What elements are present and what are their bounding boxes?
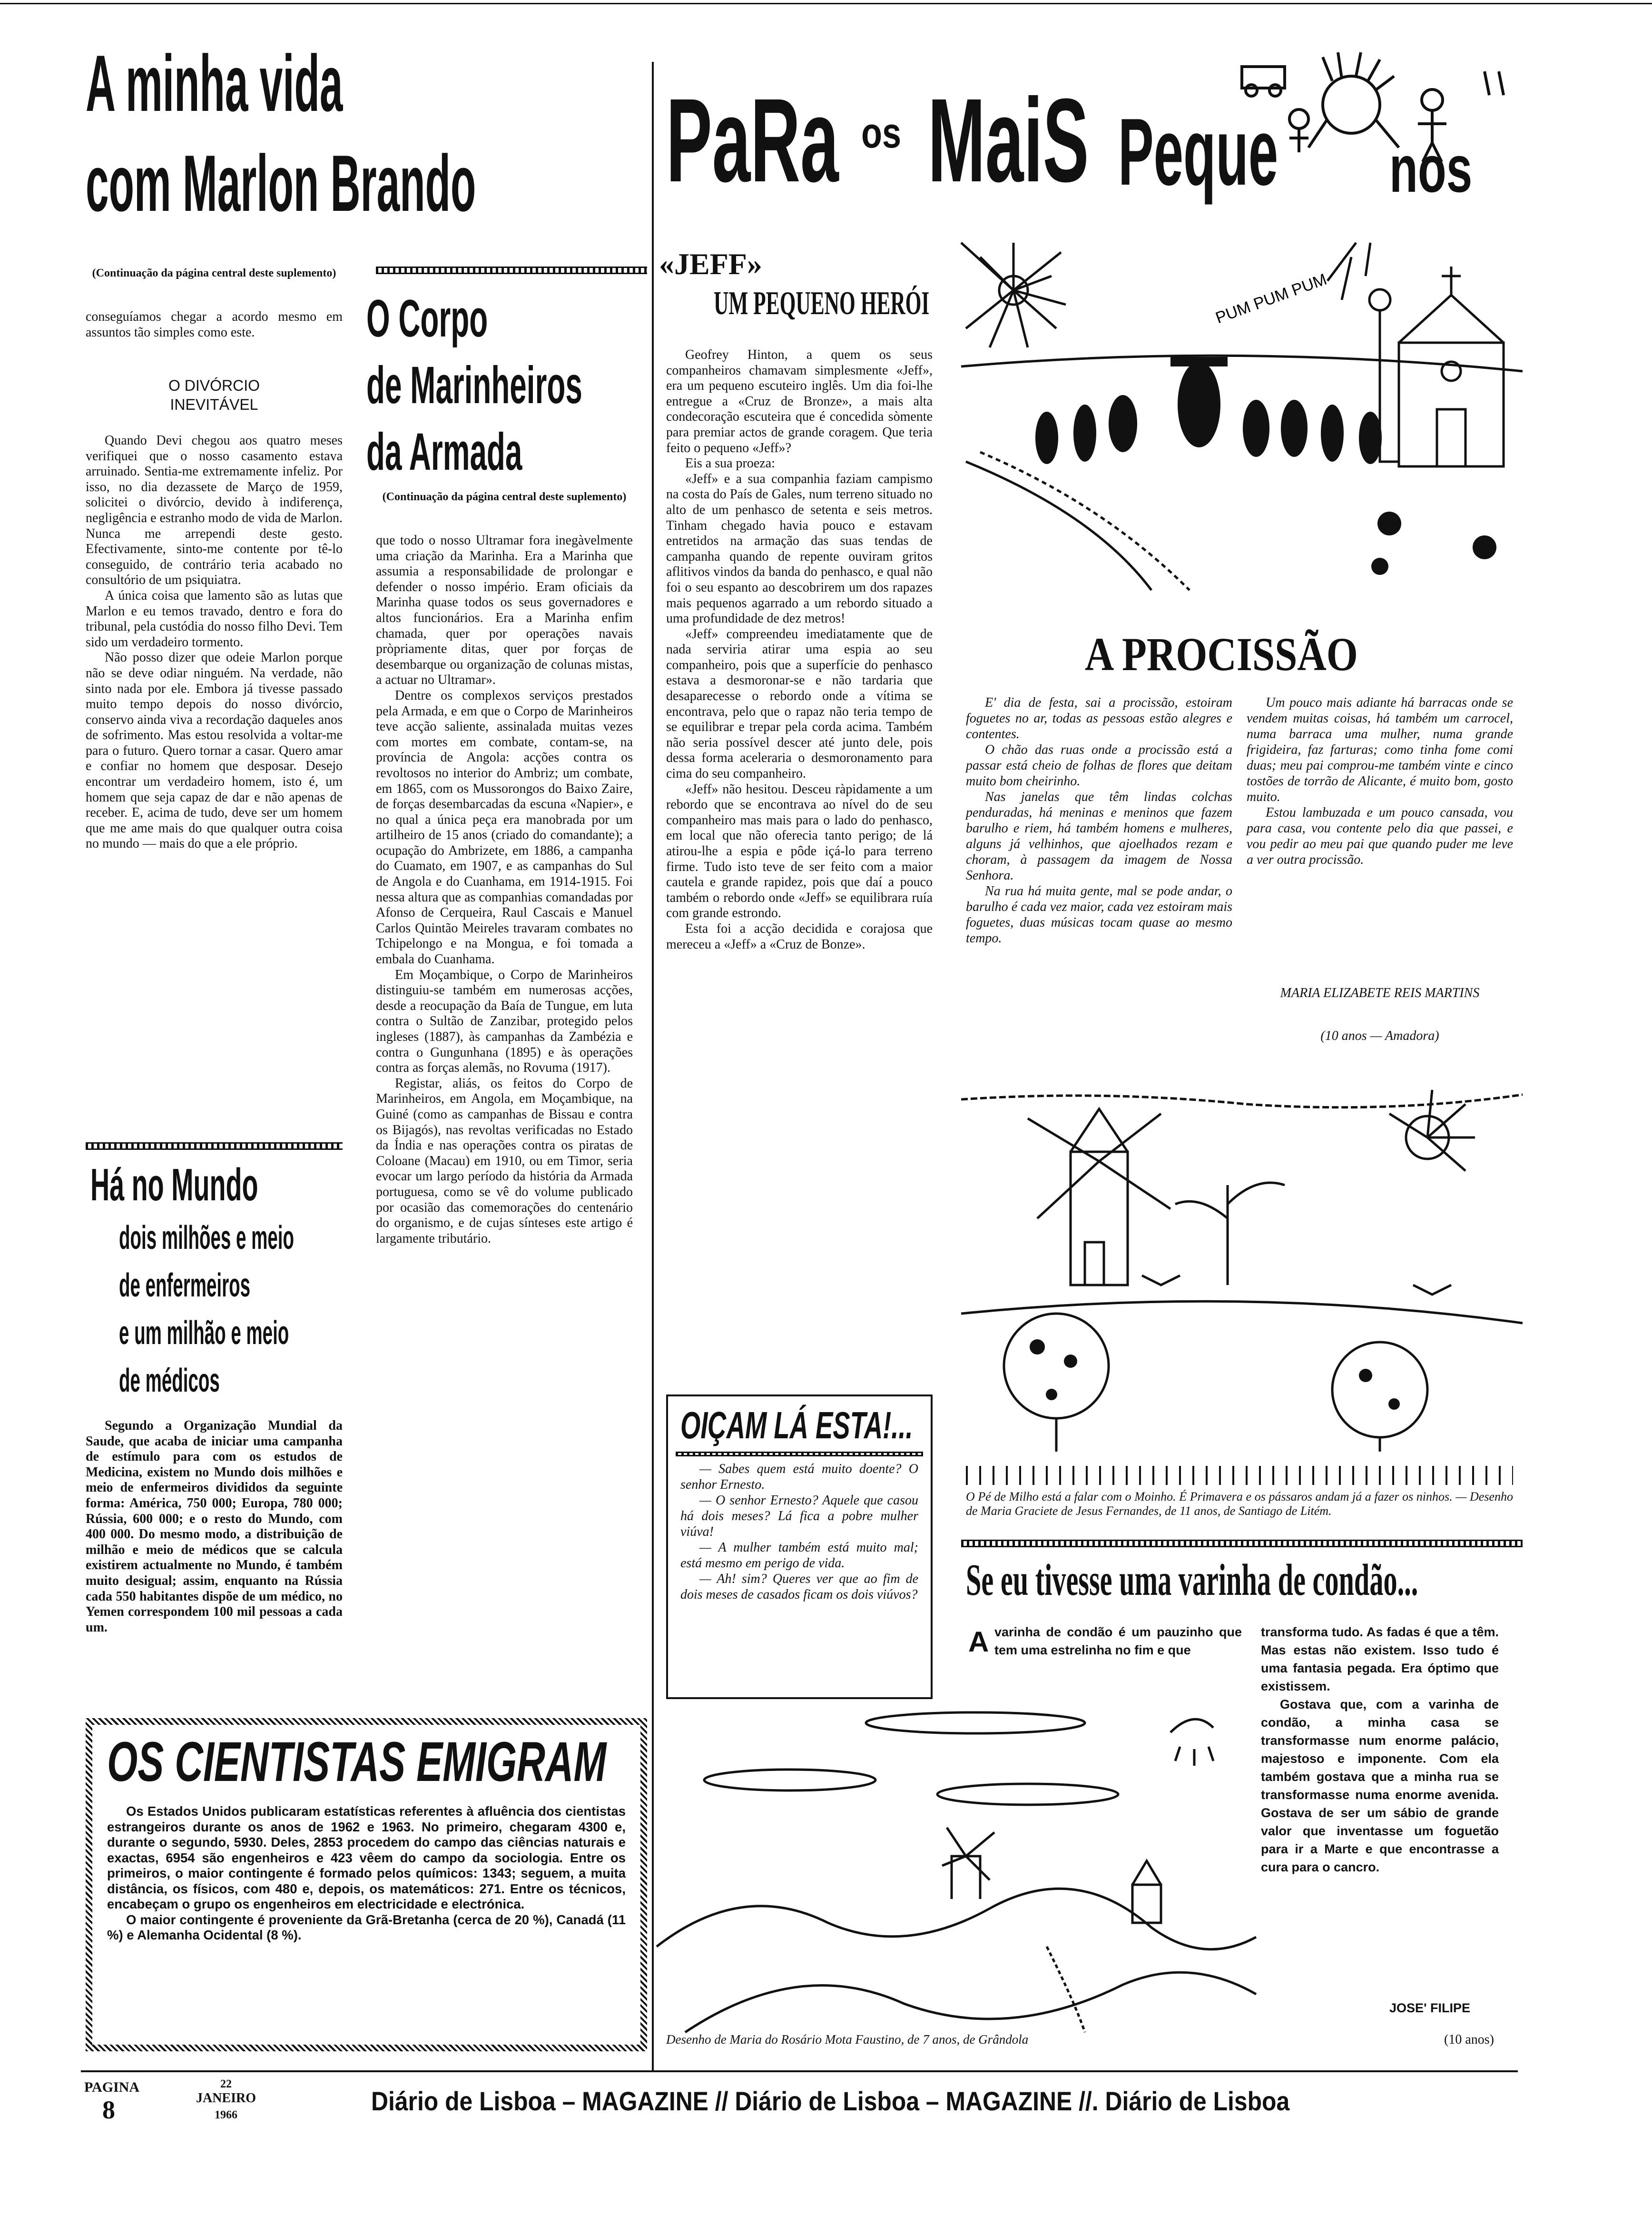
- marinheiros-paragraph: Registar, aliás, os feitos do Corpo de Marinheiros, em Angola, em Moçambique, na Guiné (como as campanhas de Bissau e contra os Bijagós), nas revoltas verificadas no Estado da Índia e nas operações contra os piratas de Coloane (Macau) em 1910, ou em Timor, seria evocar um largo período da história da Armada portuguesa, como se vê do volume publicado por ocasião das comemorações do centenário do organismo, e de cujas sínteses este artigo é largamente tributário.: [376, 1076, 633, 1246]
- procissao-paragraph: Na rua há muita gente, mal se pode andar, o barulho é cada vez maior, cada vez estoiram mais foguetes, duas músicas tocam quase ao mesmo tempo.: [966, 884, 1232, 946]
- milho-caption: O Pé de Milho está a falar com o Moinho. É Primavera e os pássaros andam já a fazer os ninhos. — Desenho de Maria Graciete de Jesus Fernandes, de 11 anos, de Santiago de Litém.: [966, 1490, 1513, 1518]
- procissao-title: A PROCISSÃO: [1085, 628, 1358, 681]
- jeff-paragraph: «Jeff» e a sua companhia faziam campismo na costa do País de Gales, num terreno situado no alto de um penhasco de setenta e seis metros. Tinham chegado havia pouco e estavam entretidos na armação das suas tendas de campanha quando de repente ouviram gritos aflitivos vindos da banda do penhasco, e qual não foi o seu espanto ao descobrirem um dos rapazes mais pequenos agarrado a um rebordo situado a uma profundidade de dez metros!: [666, 471, 933, 626]
- divider-chain: [961, 1540, 1523, 1547]
- marlon-body: [86, 433, 343, 852]
- cientistas-body: [107, 1804, 626, 1943]
- procissao-paragraph: Nas janelas que têm lindas colchas penduradas, há meninas e meninos que fazem barulho e riem, há também homens e mulheres, alguns já velhinhos, que ajoelhados rezam e choram, à passagem da imagem de Nossa Senhora.: [966, 790, 1232, 883]
- procession-sound-text: PUM PUM PUM: [1213, 270, 1329, 327]
- procissao-paragraph: E' dia de festa, sai a procissão, estoiram foguetes no ar, todas as pessoas estão alegres e contentes.: [966, 695, 1232, 742]
- footer-masthead: Diário de Lisboa – MAGAZINE // Diário de Lisboa – MAGAZINE //. Diário de Lisboa: [371, 2086, 1290, 2116]
- procissao-left: [966, 695, 1232, 946]
- jeff-paragraph: Esta foi a acção decidida e corajosa que mereceu a «Jeff» a «Cruz de Bonze».: [666, 921, 933, 952]
- top-rule: [0, 3, 1652, 4]
- varinha-paragraph: Gostava que, com a varinha de condão, a minha casa se transformasse num enorme palácio, majestoso e imponente. Com ela também gostava que a minha rua se transformasse numa enorme avenida. Gostava de ser um sábio de grande valor que inventasse um foguetão para ir a Marte e que encontrasse a cura para o cancro.: [1261, 1697, 1499, 1874]
- marlon-paragraph: A única coisa que lamento são as lutas que Marlon e eu temos travado, dentro e fora do tribunal, pela custódia do nosso filho Devi. Tem sido um verdadeiro tormento.: [86, 588, 343, 650]
- jeff-paragraph: Geofrey Hinton, a quem os seus companheiros chamavam simplesmente «Jeff», era um pequeno escuteiro inglês. Um dia foi-lhe entregue a «Cruz de Bronze», a mais alta condecoração escuteira que é concedida sòmente para premiar actos de grande coragem. Que teria feito o pequeno «Jeff»?: [666, 347, 933, 455]
- footer-page-number: 8: [102, 2096, 115, 2124]
- ocam-body: [680, 1461, 918, 1602]
- marlon-lead-text: conseguíamos chegar a acordo mesmo em assuntos tão simples como este.: [86, 309, 343, 340]
- marinheiros-title-2: de Marinheiros: [366, 356, 582, 415]
- mundo-subtitle: dois milhões e meio: [119, 1219, 294, 1256]
- marlon-section-heading: O DIVÓRCIO INEVITÁVEL: [168, 377, 260, 413]
- divider-chain: [376, 267, 647, 274]
- divider-chain: [676, 1452, 923, 1456]
- marinheiros-paragraph: Em Moçambique, o Corpo de Marinheiros distinguiu-se também em numerosas acções, desde a reocupação da Baía de Tungue, em luta contra o Sultão de Zanzibar, protegido pelos ingleses (1887), às campanhas da Zambézia e contra o Gungunhana (1895) e às operações contra as forças alemãs, no Rovuma (1917).: [376, 967, 633, 1076]
- footer-year: 1966: [215, 2109, 237, 2121]
- marlon-paragraph: Quando Devi chegou aos quatro meses verifiquei que o nosso casamento estava arruinado. Sentia-me extremamente infeliz. Por isso, no dia dezassete de Março de 1959, solicitei o divórcio, devido à indiferença, negligência e estranho modo de vida de Marlon. Nunca me arrependi deste gesto. Efectivamente, sinto-me contente por tê-lo conseguido, de contrário teria acabado no consultório de um psiquiatra.: [86, 433, 343, 588]
- marinheiros-title-3: da Armada: [366, 423, 522, 481]
- divider-chain: [86, 1142, 343, 1150]
- varinha-left: [994, 1623, 1242, 1659]
- header-pequenos: Peque: [1118, 99, 1278, 205]
- ocam-title: OIÇAM LÁ ESTA!...: [680, 1404, 913, 1446]
- procissao-author-info: (10 anos — Amadora): [1320, 1028, 1439, 1043]
- jeff-title: «JEFF»: [659, 247, 762, 281]
- jeff-paragraph: Eis a sua proeza:: [685, 456, 775, 471]
- marlon-continuation: (Continuação da página central deste suplemento): [92, 267, 336, 279]
- children-cartoon: [1213, 52, 1546, 167]
- marinheiros-title-1: O Corpo: [366, 289, 488, 348]
- varinha-right: [1261, 1623, 1499, 1876]
- jeff-paragraph: «Jeff» compreendeu imediatamente que de nada serviria atirar uma espia ao seu companheiro, pois que a superfície do penhasco estava a desmoronar-se e não tardaria que desaparecesse o rebordo onde a vítima se encontrava, pelo que o rapaz não teria tempo de se equilibrar e trepar pela corda acima. Também não seria possível descer até junto dele, pois dessa forma aceleraria o desmoronamento para cima do seu companheiro.: [666, 626, 933, 781]
- cientistas-title: OS CIENTISTAS EMIGRAM: [107, 1731, 607, 1793]
- footer-rule: [81, 2070, 1518, 2072]
- procissao-author: MARIA ELIZABETE REIS MARTINS: [1280, 986, 1480, 1000]
- cientistas-paragraph: Os Estados Unidos publicaram estatísticas referentes à afluência dos cientistas estrangeiros durante os anos de 1962 e 1963. No primeiro, chegaram 4300 e, durante o segundo, 5930. Deles, 2853 procedem do campo das ciências naturais e exactas, 6954 são engenheiros e 423 vêem do campo da sociologia. Entre os primeiros, o maior contingente é formado pelos químicos: 1343; seguem, a muita distância, os físicos, com 480 e, depois, os matemáticos: 271. Entre os técnicos, encabeçam o grupo os engenheiros em electricidade e electrónica.: [107, 1804, 626, 1911]
- header-para: PaRa: [666, 74, 839, 207]
- footer-page-label: PAGINA: [84, 2079, 140, 2095]
- varinha-left-text: varinha de condão é um pauzinho que tem uma estrelinha no fim e que: [994, 1625, 1242, 1657]
- marinheiros-paragraph: Dentre os complexos serviços prestados pela Armada, e em que o Corpo de Marinheiros teve acção saliente, assinalada muitas vezes com mortes em combate, contam-se, na província de Angola: acções contra os revoltosos no interior do Ambriz; um combate, em 1865, com os Mussorongos do Baixo Zaire, de forças desembarcadas da escuna «Napier», e no qual a única peça era manobrada por um artilheiro de 15 anos (criado do comandante); a ocupação do Ambrizete, em 1886, a campanha do Cuamato, em 1907, e as campanhas do Sul de Angola e do Cuanhama, em 1914-1915. Foi nessa altura que as companhias comandadas por Afonso de Cerqueira, Raul Cascais e Manuel Carlos Quintão Meireles travaram combates no Tchipelongo e na Mongua, e foi tomada a embala do Cuanhama.: [376, 688, 633, 967]
- column-separator: [652, 62, 654, 2070]
- windmill-drawing: [961, 1061, 1523, 1452]
- marinheiros-continuation: (Continuação da página central deste suplemento): [382, 491, 627, 503]
- varinha-dropcap: A: [968, 1626, 989, 1658]
- varinha-author: JOSE' FILIPE: [1389, 2001, 1470, 2015]
- mundo-text: Segundo a Organização Mundial da Saude, que acaba de iniciar uma campanha de estímulo para com os estudos de Medicina, existem no Mundo dois milhões e meio de enfermeiros divididos da seguinte forma: América, 750 000; Europa, 780 000; Rússia, 600 000; e o resto do Mundo, com 400 000. Do mesmo modo, a distribuição de milhão e meio de médicos que se calcula existirem actualmente no Mundo, é também muito desigual; assim, enquanto na Rússia cada 550 habitantes dispõe de um médico, no Yemen correspondem 100 mil pessoas a cada um.: [86, 1418, 343, 1635]
- header-nos: nos: [1389, 131, 1473, 206]
- varinha-title: Se eu tivesse uma varinha de condão...: [966, 1555, 1418, 1605]
- jeff-subtitle: UM PEQUENO HERÓI: [714, 285, 930, 322]
- palace-drawing: [657, 1699, 1256, 2032]
- ocam-line: — Ah! sim? Queres ver que ao fim de dois meses de casados ficam os dois viúvos?: [680, 1572, 918, 1602]
- header-os: os: [861, 109, 902, 157]
- cientistas-paragraph: O maior contingente é proveniente da Grã-Bretanha (cerca de 20 %), Canadá (11 %) e Alemanha Ocidental (8 %).: [107, 1912, 626, 1942]
- procissao-right: [1247, 695, 1513, 868]
- procession-drawing: [952, 238, 1527, 595]
- marlon-lead: [86, 309, 343, 340]
- jeff-body: [666, 347, 933, 952]
- ocam-line: — A mulher também está muito mal; está mesmo em perigo de vida.: [680, 1540, 918, 1571]
- footer-month: JANEIRO: [196, 2091, 256, 2106]
- marlon-title-line2: com Marlon Brando: [86, 138, 476, 228]
- mundo-subtitle: de enfermeiros: [119, 1266, 251, 1304]
- ocam-line: — O senhor Ernesto? Aquele que casou há dois meses? Lá fica a pobre mulher viúva!: [680, 1493, 918, 1539]
- mundo-title: Há no Mundo: [90, 1159, 258, 1210]
- footer-day: 22: [220, 2078, 232, 2090]
- procissao-paragraph: Um pouco mais adiante há barracas onde se vendem muitas coisas, há também um carrocel, numa barraca uma mulher, numa grande frigideira, faz farturas; como tinha fome comi duas; meu pai comprou-me também vinte e cinco tostões de torrão de Alicante, é muito bom, gosto muito.: [1247, 695, 1513, 804]
- marlon-paragraph: Não posso dizer que odeie Marlon porque não se deve odiar ninguém. Na verdade, não sinto nada por ele. Embora já tivesse passado muito tempo depois do nosso divórcio, conservo ainda viva a recordação daqueles anos de sofrimento. Mas estou resolvida a voltar-me para o futuro. Quero tornar a casar. Quero amar e confiar no homem que desposar. Desejo encontrar um verdadeiro homem, isto é, um homem que seja capaz de dar e não apenas de receber. E, acima de tudo, deve ser um homem que me ame mais do que qualquer outra coisa no mundo — mais do que a ele próprio.: [86, 650, 343, 851]
- varinha-author-info: (10 anos): [1444, 2032, 1494, 2047]
- marinheiros-paragraph: que todo o nosso Ultramar fora inegàvelmente uma criação da Marinha. Era a Marinha que assumia a responsabilidade de prolongar e defender o nosso império. Eram oficiais da Marinha quase todos os seus governadores e altos funcionários. Era a Marinha enfim chamada, quer por operações navais pròpriamente ditas, quer por forças de desembarque ou organização de colunas mistas, a actuar no Ultramar».: [376, 533, 633, 688]
- marinheiros-body: [376, 533, 633, 1246]
- ocam-line: — Sabes quem está muito doente? O senhor Ernesto.: [680, 1462, 918, 1492]
- mundo-body: [86, 1418, 343, 1635]
- fence-row: [966, 1466, 1513, 1485]
- jeff-paragraph: «Jeff» não hesitou. Desceu ràpidamente a um rebordo que se encontrava ao nível do de seu companheiro mas mais para o lado do penhasco, em local que não oferecia tanto perigo; de lá atirou-lhe a espia e pôde içá-lo para terreno firme. Tudo isto teve de ser feito com a maior cautela e grande rapidez, pois que daí a pouco também o rebordo onde «Jeff» se equilibrara ruía com grande estrondo.: [666, 781, 933, 921]
- marlon-title-line1: A minha vida: [86, 39, 343, 128]
- palace-drawing-caption: Desenho de Maria do Rosário Mota Faustino, de 7 anos, de Grândola: [666, 2032, 1029, 2047]
- header-mais: MaiS: [928, 74, 1089, 207]
- procissao-paragraph: Estou lambuzada e um pouco cansada, vou para casa, vou contente pelo dia que passei, e vou pedir ao meu pai que quando puder me leve a ver outra procissão.: [1247, 805, 1513, 867]
- mundo-subtitle: e um milhão e meio: [119, 1314, 289, 1351]
- varinha-paragraph: transforma tudo. As fadas é que a têm. Mas estas não existem. Isso tudo é uma fantasia pegada. Era óptimo que existissem.: [1261, 1625, 1499, 1693]
- mundo-subtitle: de médicos: [119, 1362, 220, 1399]
- procissao-paragraph: O chão das ruas onde a procissão está a passar está cheio de folhas de flores que deitam muito bom cheirinho.: [966, 742, 1232, 789]
